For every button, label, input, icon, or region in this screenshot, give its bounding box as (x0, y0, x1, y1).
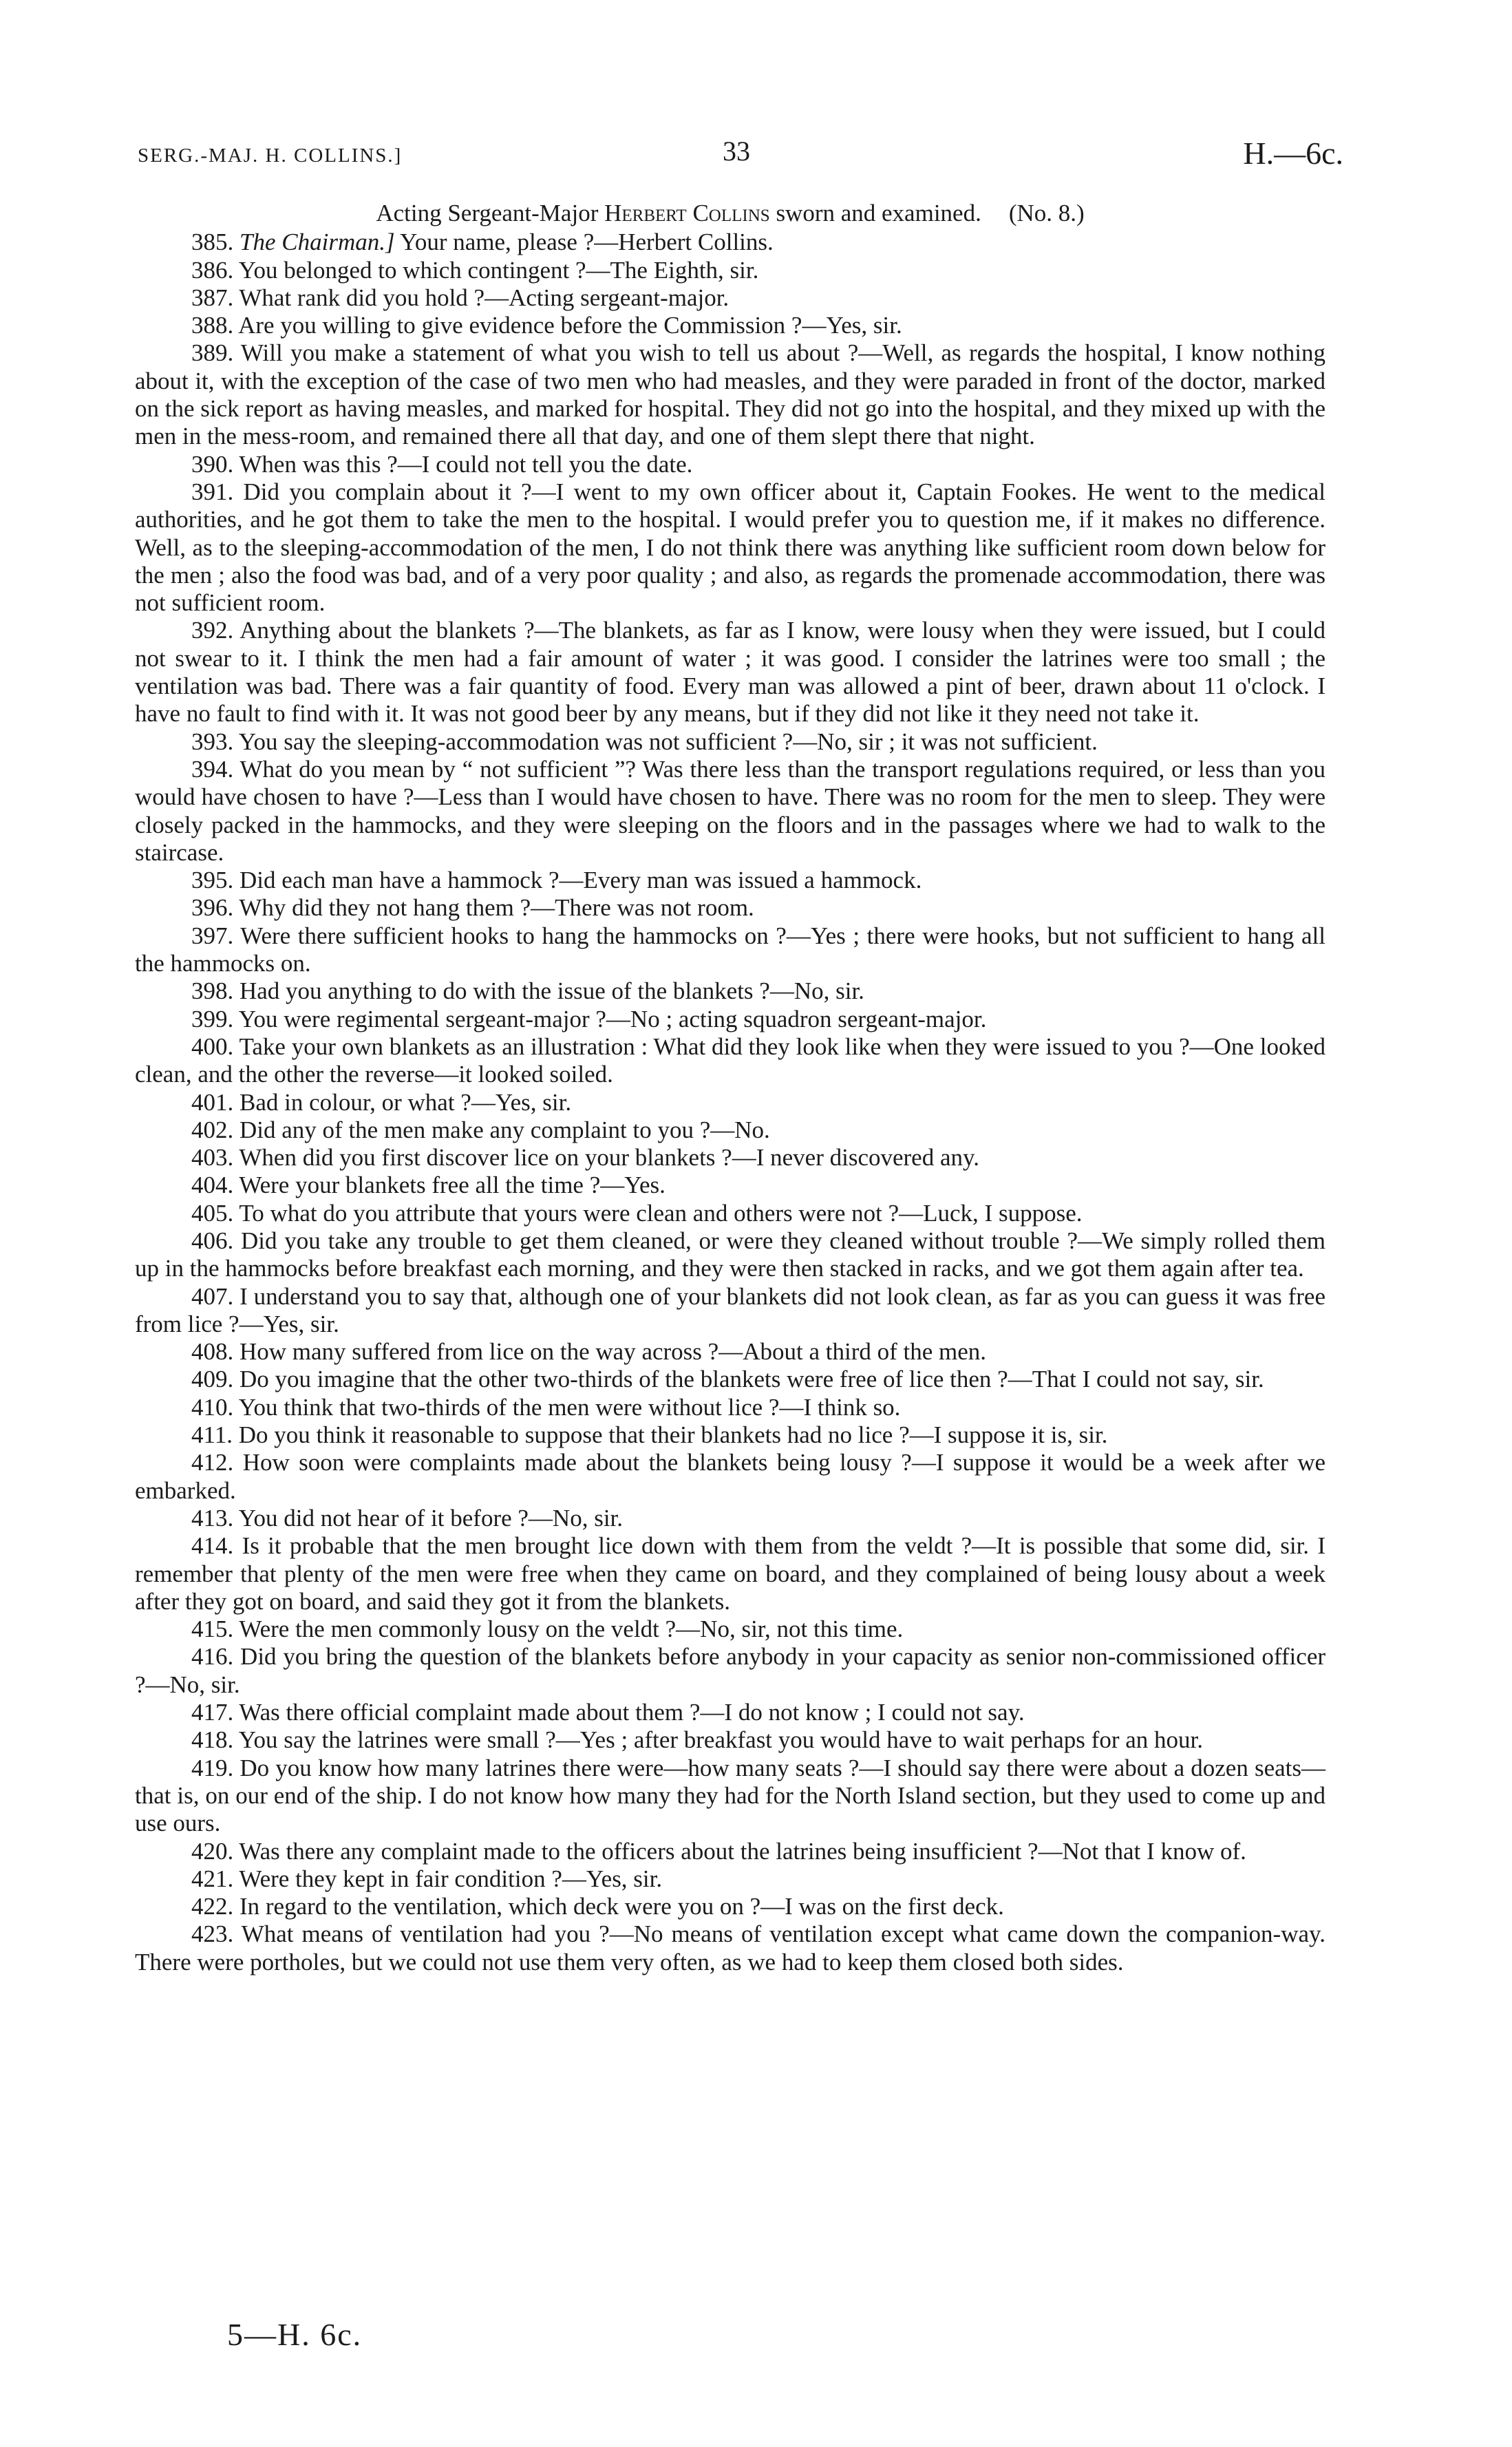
witness-intro (135, 200, 1325, 227)
question-number: 401. (191, 1088, 234, 1116)
question-answer-text: Did any of the men make any complaint to you ?—No. (239, 1116, 770, 1143)
qa-paragraph (135, 1699, 1325, 1726)
question-number: 396. (191, 894, 234, 922)
qa-paragraph (135, 1755, 1325, 1838)
question-answer-text: How many suffered from lice on the way across ?—About a third of the men. (239, 1338, 987, 1366)
question-number: 422. (191, 1893, 234, 1920)
qa-paragraph (135, 922, 1325, 978)
question-number: 420. (191, 1837, 234, 1865)
question-answer-text: Were your blankets free all the time ?—Yes. (239, 1172, 666, 1199)
question-answer-text: Did each man have a hammock ?—Every man was issued a hammock. (239, 867, 922, 894)
qa-paragraph (135, 1532, 1325, 1616)
question-answer-text: What rank did you hold ?—Acting sergeant-major. (239, 284, 730, 311)
question-answer-text: Anything about the blankets ?—The blankets, as far as I know, were lousy when they were issued, but I could not swear to it. I think the men had a fair amount of water ; it was good. I consider the latrines were too small ; the ventilation was bad. There was a fair quantity of food. Every man was allowed a pint of beer, drawn about 11 o'clock. I have no fault to find with it. It was not good beer by any means, but if they did not like it they need not take it. (135, 617, 1325, 728)
question-answer-text: You belonged to which contingent ?—The Eighth, sir. (238, 256, 759, 284)
question-answer-list (135, 229, 1325, 1976)
qa-paragraph (135, 1033, 1325, 1089)
question-answer-text: You did not hear of it before ?—No, sir. (238, 1504, 624, 1532)
question-answer-text: Had you anything to do with the issue of the blankets ?—No, sir. (239, 977, 864, 1005)
qa-paragraph (135, 867, 1325, 894)
question-number: 389. (191, 339, 234, 367)
qa-paragraph (135, 1643, 1325, 1699)
speaker-label: The Chairman.] (239, 229, 395, 256)
question-answer-text: Is it probable that the men brought lice down with them from the veldt ?—It is possible that some did, sir. I remember that plenty of the men were free when they came on board, and they complained of being lousy about a week after they got on board, and said they got it from the blankets. (135, 1532, 1326, 1615)
qa-paragraph (135, 1144, 1325, 1172)
question-answer-text: Do you know how many latrines there were—how many seats ?—I should say there were about a dozen seats—that is, on our end of the ship. I do not know how many they had for the North Island section, but they used to come up and use ours. (135, 1754, 1325, 1837)
page-number: 33 (723, 136, 750, 167)
question-number: 416. (191, 1643, 234, 1671)
qa-paragraph (135, 1006, 1325, 1033)
question-answer-text: Do you think it reasonable to suppose that their blankets had no lice ?—I suppose it is, sir. (238, 1421, 1108, 1449)
question-answer-text: You say the sleeping-accommodation was not sufficient ?—No, sir ; it was not sufficient. (238, 728, 1098, 755)
question-number: 403. (191, 1144, 234, 1172)
question-number: 418. (191, 1726, 234, 1754)
qa-paragraph (135, 478, 1325, 617)
question-number: 421. (191, 1865, 234, 1892)
qa-paragraph (135, 339, 1325, 450)
question-answer-text: Was there official complaint made about them ?—I do not know ; I could not say. (239, 1699, 1025, 1726)
question-number: 386. (191, 256, 234, 284)
question-answer-text: Did you bring the question of the blankets before anybody in your capacity as senior non-commissioned officer ?—No, sir. (135, 1643, 1326, 1698)
question-answer-text: In regard to the ventilation, which deck were you on ?—I was on the first deck. (239, 1893, 1004, 1920)
question-answer-text: What means of ventilation had you ?—No means of ventilation except what came down the companion-way. There were portholes, but we could not use them very often, as we had to keep them closed both sides. (135, 1920, 1325, 1975)
question-number: 388. (191, 312, 234, 339)
question-number: 404. (191, 1172, 234, 1199)
question-answer-text: Did you complain about it ?—I went to my own officer about it, Captain Fookes. He went to the medical authorities, and he got them to take the men to the hospital. I would prefer you to question me, if it makes no difference. Well, as to the sleeping-accommodation of the men, I do not think there was anything like sufficient room down below for the men ; also the food was bad, and of a very poor quality ; and also, as regards the promenade accommodation, there was not sufficient room. (135, 478, 1325, 617)
document-reference: H.—6c. (1243, 136, 1343, 171)
qa-paragraph (135, 1726, 1325, 1754)
question-number: 390. (191, 450, 234, 478)
question-number: 413. (191, 1504, 234, 1532)
intro-suffix: sworn and examined. (769, 200, 981, 226)
question-answer-text: You were regimental sergeant-major ?—No ; acting squadron sergeant-major. (238, 1005, 987, 1032)
qa-paragraph (135, 756, 1325, 867)
qa-paragraph (135, 977, 1325, 1005)
question-number: 399. (191, 1005, 234, 1032)
question-number: 411. (191, 1421, 233, 1449)
question-number: 394. (191, 755, 234, 783)
question-number: 407. (191, 1282, 234, 1310)
question-answer-text: How soon were complaints made about the blankets being lousy ?—I suppose it would be a week after we embarked. (135, 1449, 1325, 1504)
question-number: 392. (191, 617, 234, 644)
question-answer-text: Why did they not hang them ?—There was not room. (239, 894, 754, 922)
question-number: 419. (191, 1754, 234, 1781)
question-number: 417. (191, 1699, 234, 1726)
qa-paragraph (135, 1227, 1325, 1283)
qa-paragraph (135, 1505, 1325, 1532)
question-number: 410. (191, 1393, 234, 1421)
question-answer-text: Were the men commonly lousy on the veldt ?—No, sir, not this time. (239, 1616, 904, 1643)
question-answer-text: When did you first discover lice on your blankets ?—I never discovered any. (239, 1144, 979, 1172)
question-answer-text: You say the latrines were small ?—Yes ; after breakfast you would have to wait perhaps for an hour. (238, 1726, 1204, 1754)
question-number: 415. (191, 1616, 234, 1643)
question-number: 412. (191, 1449, 234, 1476)
question-answer-text: Take your own blankets as an illustration : What did they look like when they were issued to you ?—One looked clean, and the other the reverse—it looked soiled. (135, 1032, 1325, 1088)
question-number: 409. (191, 1366, 234, 1393)
question-number: 393. (191, 728, 234, 755)
qa-paragraph (135, 312, 1325, 339)
signature-mark: 5—H. 6c. (227, 2317, 363, 2352)
running-head-witness: SERG.-MAJ. H. COLLINS.] (138, 145, 403, 167)
qa-paragraph (135, 1116, 1325, 1144)
intro-prefix: Acting Sergeant-Major (376, 200, 605, 226)
qa-paragraph (135, 1172, 1325, 1199)
question-answer-text: Did you take any trouble to get them cleaned, or were they cleaned without trouble ?—We simply rolled them up in the hammocks before breakfast each morning, and they were then stacked in racks, and we got them again after tea. (135, 1227, 1326, 1282)
qa-paragraph (135, 1449, 1325, 1505)
qa-paragraph (135, 1338, 1325, 1366)
question-answer-text: To what do you attribute that yours were clean and others were not ?—Luck, I suppose. (239, 1199, 1083, 1227)
question-number: 414. (191, 1532, 234, 1560)
question-answer-text: When was this ?—I could not tell you the date. (239, 450, 693, 478)
question-number: 398. (191, 977, 234, 1005)
qa-paragraph (135, 1838, 1325, 1865)
qa-paragraph (135, 728, 1325, 756)
question-answer-text: Are you willing to give evidence before the Commission ?—Yes, sir. (238, 312, 902, 339)
question-number: 385. (191, 229, 234, 256)
question-answer-text: Was there any complaint made to the officers about the latrines being insufficient ?—Not that I know of. (239, 1837, 1246, 1865)
qa-paragraph (135, 229, 1325, 256)
qa-paragraph (135, 1421, 1325, 1449)
qa-paragraph (135, 894, 1325, 922)
question-number: 405. (191, 1199, 234, 1227)
question-number: 408. (191, 1338, 234, 1366)
qa-paragraph (135, 451, 1325, 478)
qa-paragraph (135, 1283, 1325, 1339)
question-answer-text: Were there sufficient hooks to hang the hammocks on ?—Yes ; there were hooks, but not sufficient to hang all the hammocks on. (135, 922, 1325, 977)
question-answer-text: What do you mean by “ not sufficient ”? Was there less than the transport regulations required, or less than you would have chosen to have ?—Less than I would have chosen to have. There was no room for the men to sleep. They were closely packed in the hammocks, and they were sleeping on the floors and in the passages where we had to walk to the staircase. (135, 755, 1325, 866)
qa-paragraph (135, 284, 1325, 312)
qa-paragraph (135, 1394, 1325, 1421)
question-answer-text: Were they kept in fair condition ?—Yes, sir. (239, 1865, 663, 1892)
qa-paragraph (135, 257, 1325, 284)
qa-paragraph (135, 1089, 1325, 1116)
testimony-body (135, 200, 1325, 1976)
question-number: 406. (191, 1227, 234, 1254)
question-number: 395. (191, 867, 234, 894)
question-number: 391. (191, 478, 234, 505)
question-number: 387. (191, 284, 234, 311)
qa-paragraph (135, 1920, 1325, 1976)
question-answer-text: I understand you to say that, although one of your blankets did not look clean, as far as you can guess it was free from lice ?—Yes, sir. (135, 1282, 1325, 1337)
qa-paragraph (135, 1865, 1325, 1893)
qa-paragraph (135, 617, 1325, 728)
witness-name: Herbert Collins (604, 200, 770, 226)
qa-paragraph (135, 1616, 1325, 1643)
question-number: 400. (191, 1032, 234, 1060)
question-answer-text: Will you make a statement of what you wish to tell us about ?—Well, as regards the hospital, I know nothing about it, with the exception of the case of two men who had measles, and they were paraded in front of the doctor, marked on the sick report as having measles, and marked for hospital. They did not go into the hospital, and they mixed up with the men in the mess-room, and remained there all that day, and one of them slept there that night. (135, 339, 1325, 450)
question-answer-text: Do you imagine that the other two-thirds of the blankets were free of lice then ?—That I could not say, sir. (239, 1366, 1264, 1393)
witness-number: (No. 8.) (1008, 200, 1085, 226)
qa-paragraph (135, 1366, 1325, 1393)
qa-paragraph (135, 1893, 1325, 1920)
question-answer-text: Your name, please ?—Herbert Collins. (394, 229, 774, 256)
question-number: 402. (191, 1116, 234, 1143)
qa-paragraph (135, 1200, 1325, 1227)
question-number: 397. (191, 922, 234, 949)
question-answer-text: Bad in colour, or what ?—Yes, sir. (239, 1088, 572, 1116)
question-number: 423. (191, 1920, 234, 1948)
question-answer-text: You think that two-thirds of the men were without lice ?—I think so. (238, 1393, 901, 1421)
